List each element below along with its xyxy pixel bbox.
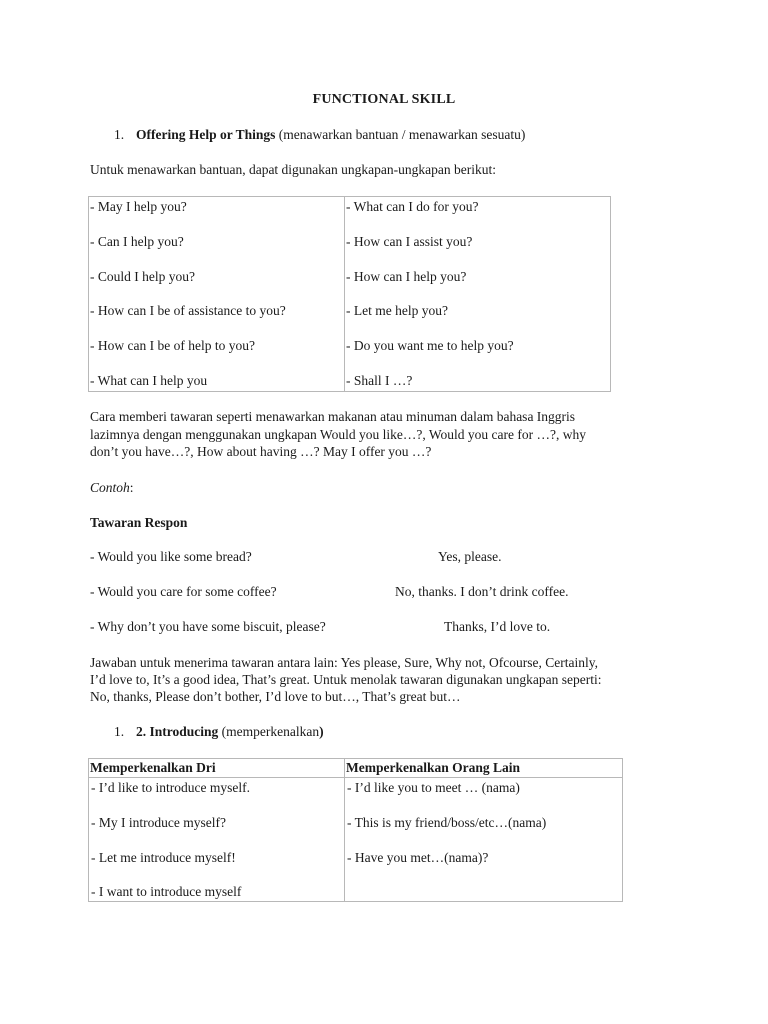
section-1-heading-rest: (menawarkan bantuan / menawarkan sesuatu)	[275, 127, 526, 142]
introducing-others-column	[345, 778, 623, 902]
contoh-colon: :	[129, 480, 134, 495]
example-response-3: Thanks, I’d love to.	[444, 619, 551, 634]
answer-paragraph-line-3: No, thanks, Please don’t bother, I’d love to but…, That’s great but…	[90, 689, 461, 704]
section-1-number: 1.	[114, 127, 125, 142]
offering-help-table	[88, 196, 611, 392]
list-item: - What can I do for you?	[346, 199, 479, 214]
list-item: - How can I be of assistance to you?	[90, 303, 286, 319]
list-item: - Shall I …?	[346, 372, 413, 388]
example-offer-2: - Would you care for some coffee?	[90, 584, 277, 599]
answer-paragraph-line-1: Jawaban untuk menerima tawaran antara lain: Yes please, Sure, Why not, Ofcourse, Certainly,	[90, 655, 598, 670]
list-item: - My I introduce myself?	[91, 814, 226, 830]
section-1-heading-bold: Offering Help or Things	[136, 127, 276, 142]
section-1-intro: Untuk menawarkan bantuan, dapat digunakan ungkapan-ungkapan berikut:	[90, 162, 496, 177]
section-2-heading-bold: 2. Introducing	[136, 724, 219, 739]
page-title: FUNCTIONAL SKILL	[312, 92, 456, 107]
contoh-italic: Contoh	[90, 480, 130, 495]
answer-paragraph-line-2: I’d love to, It’s a good idea, That’s great. Untuk menolak tawaran digunakan ungkapan seperti:	[90, 672, 602, 687]
example-offer-3: - Why don’t you have some biscuit, please?	[90, 619, 326, 634]
list-item: - How can I help you?	[346, 268, 467, 284]
list-item: - What can I help you	[90, 372, 208, 388]
list-item: - Let me help you?	[346, 303, 448, 319]
list-item: - How can I assist you?	[346, 233, 473, 249]
list-item: - Could I help you?	[90, 268, 195, 284]
list-item: - I want to introduce myself	[91, 884, 242, 900]
introducing-header-self: Memperkenalkan Dri	[89, 759, 345, 778]
introducing-self-column	[89, 778, 345, 902]
offer-paragraph-line-2: lazimnya dengan menggunakan ungkapan Would you like…?, Would you care for …?, why	[90, 427, 586, 442]
list-item: - This is my friend/boss/etc…(nama)	[347, 814, 547, 830]
list-item: - Do you want me to help you?	[346, 338, 514, 354]
section-2-heading-close: )	[319, 724, 324, 739]
tawaran-respon-header: Tawaran Respon	[90, 515, 188, 530]
example-offer-1: - Would you like some bread?	[90, 549, 252, 564]
list-item: - Let me introduce myself!	[91, 849, 236, 865]
list-item: - May I help you?	[90, 199, 187, 214]
list-item: - Can I help you?	[90, 233, 184, 249]
section-1-heading	[114, 126, 525, 143]
offer-paragraph-line-3: don’t you have…?, How about having …? May I offer you …?	[90, 444, 432, 459]
section-2-heading	[114, 723, 324, 740]
section-2-heading-rest: (memperkenalkan	[218, 724, 320, 739]
contoh-label	[90, 479, 134, 496]
example-response-2: No, thanks. I don’t drink coffee.	[395, 584, 569, 599]
offering-help-right-column	[345, 197, 611, 392]
introducing-header-others: Memperkenalkan Orang Lain	[345, 759, 623, 778]
list-item: - How can I be of help to you?	[90, 338, 255, 354]
section-2-number: 1.	[114, 724, 125, 739]
example-response-1: Yes, please.	[438, 549, 502, 564]
list-item: - I’d like to introduce myself.	[91, 780, 250, 795]
list-item: - Have you met…(nama)?	[347, 849, 489, 865]
offering-help-left-column	[89, 197, 345, 392]
offer-paragraph-line-1: Cara memberi tawaran seperti menawarkan makanan atau minuman dalam bahasa Inggris	[90, 409, 576, 424]
list-item: - I’d like you to meet … (nama)	[347, 780, 520, 795]
introducing-table	[88, 758, 623, 902]
